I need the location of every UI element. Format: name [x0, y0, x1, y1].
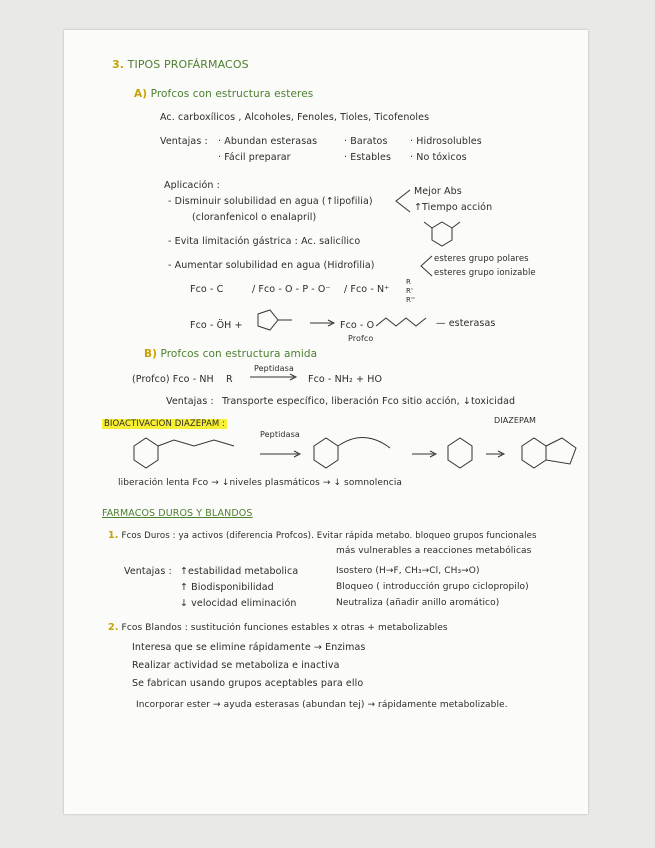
- reaction-product-label: Profco: [348, 334, 374, 343]
- hard-drugs-title: Fcos Duros : ya activos (diferencia Profcos). Evitar rápida metabo. bloqueo grupos funcionales: [121, 531, 537, 541]
- item-number: 1.: [108, 530, 119, 541]
- product-chain-icon: [374, 312, 434, 332]
- hard-ventaja: ↓ velocidad eliminación: [180, 598, 297, 609]
- bioactivation-title: BIOACTIVACION DIAZEPAM :: [104, 419, 226, 429]
- ventajas-label-a: Ventajas :: [160, 136, 208, 147]
- subsection-a-heading: [134, 88, 313, 100]
- soft-drugs-note: Interesa que se elimine rápidamente → Enzimas: [132, 642, 366, 653]
- aplicacion-side-note: Mejor Abs: [414, 186, 462, 197]
- subsection-b-label: B): [144, 348, 158, 360]
- brace-icon: [418, 254, 434, 278]
- hard-drugs-line: [108, 530, 537, 541]
- bioactivation-note: liberación lenta Fco → ↓niveles plasmáticos → ↓ somnolencia: [118, 478, 403, 488]
- formula-ammonium: / Fco - N⁺: [344, 284, 390, 295]
- hard-strategy: Bloqueo ( introducción grupo ciclopropilo): [336, 582, 529, 592]
- anhydride-structure-icon: [244, 306, 314, 336]
- ventajas-b-text: Transporte específico, liberación Fco sitio acción, ↓toxicidad: [222, 396, 516, 407]
- subsection-a-title: Profcos con estructura esteres: [150, 88, 314, 100]
- hard-ventaja: ↑ Biodisponibilidad: [180, 582, 274, 593]
- aplicacion-item: - Disminuir solubilidad en agua (↑lipofilia): [168, 196, 373, 207]
- ventaja-item: · Hidrosolubles: [410, 136, 482, 147]
- subsection-b-title: Profcos con estructura amida: [160, 348, 318, 360]
- ventajas-label-b: Ventajas :: [166, 396, 214, 407]
- diazepam-label: DIAZEPAM: [494, 416, 537, 425]
- soft-drugs-title: Fcos Blandos : sustitución funciones estables x otras + metabolizables: [121, 623, 448, 633]
- soft-drugs-line: [108, 622, 448, 633]
- item-number: 2.: [108, 622, 119, 633]
- formula-r-groups: R R' R'': [406, 278, 416, 304]
- aplicacion-side-note: esteres grupo ionizable: [434, 268, 536, 278]
- reaction-product: Fco - O: [340, 320, 375, 331]
- hard-strategy: Neutraliza (añadir anillo aromático): [336, 598, 500, 608]
- section-number: 3.: [112, 58, 125, 71]
- amide-reactant: (Profco) Fco - NH: [132, 374, 214, 385]
- hard-soft-drugs-title: FARMACOS DUROS Y BLANDOS: [102, 508, 253, 519]
- amide-r-group: R: [226, 374, 233, 385]
- ventaja-item: · Baratos: [344, 136, 388, 147]
- arrow-icon: [248, 372, 298, 382]
- reaction-reactant: Fco - ÖH +: [190, 320, 243, 331]
- arrow-icon: [308, 318, 336, 328]
- ventaja-item: · No tóxicos: [410, 152, 467, 163]
- salicylic-structure-icon: [420, 218, 464, 248]
- hard-strategy: Isostero (H→F, CH₃→Cl, CH₃→O): [336, 566, 480, 576]
- section-title: TIPOS PROFÁRMACOS: [127, 58, 249, 71]
- ventaja-item: · Abundan esterasas: [218, 136, 318, 147]
- aplicacion-label: Aplicación :: [164, 180, 220, 191]
- soft-drugs-note: Se fabrican usando grupos aceptables para ello: [132, 678, 364, 689]
- amide-products: Fco - NH₂ + HO: [308, 374, 383, 385]
- soft-drugs-note: Incorporar ester → ayuda esterasas (abundan tej) → rápidamente metabolizable.: [136, 700, 508, 710]
- brace-icon: [392, 188, 412, 214]
- hard-ventaja: ↑estabilidad metabolica: [180, 566, 299, 577]
- ventaja-item: · Fácil preparar: [218, 152, 291, 163]
- ester-groups-list: Ac. carboxílicos , Alcoholes, Fenoles, Tioles, Ticofenoles: [160, 112, 430, 123]
- aplicacion-side-note: ↑Tiempo acción: [414, 202, 493, 213]
- section-heading: [112, 58, 249, 71]
- formula-carboxylate: Fco - C: [190, 284, 224, 295]
- notebook-page: [64, 30, 588, 814]
- soft-drugs-note: Realizar actividad se metaboliza e inactiva: [132, 660, 340, 671]
- diazepam-enzyme: Peptidasa: [260, 430, 300, 439]
- aplicacion-item: - Evita limitación gástrica : Ac. salicílico: [168, 236, 361, 247]
- subsection-b-heading: [144, 348, 317, 360]
- aplicacion-example: (cloranfenicol o enalapril): [192, 212, 317, 223]
- reaction-enzyme: — esterasas: [436, 318, 496, 329]
- ventaja-item: · Estables: [344, 152, 392, 163]
- aplicacion-item: - Aumentar solubilidad en agua (Hidrofilia): [168, 260, 375, 271]
- diazepam-reaction-scheme: [114, 428, 584, 476]
- subsection-a-label: A): [134, 88, 148, 100]
- hard-drugs-line2: más vulnerables a reacciones metabólicas: [336, 546, 532, 556]
- aplicacion-side-note: esteres grupo polares: [434, 254, 529, 264]
- hard-ventajas-label: Ventajas :: [124, 566, 172, 577]
- amide-enzyme: Peptidasa: [254, 364, 294, 373]
- formula-phosphate: / Fco - O - P - O⁻: [252, 284, 331, 295]
